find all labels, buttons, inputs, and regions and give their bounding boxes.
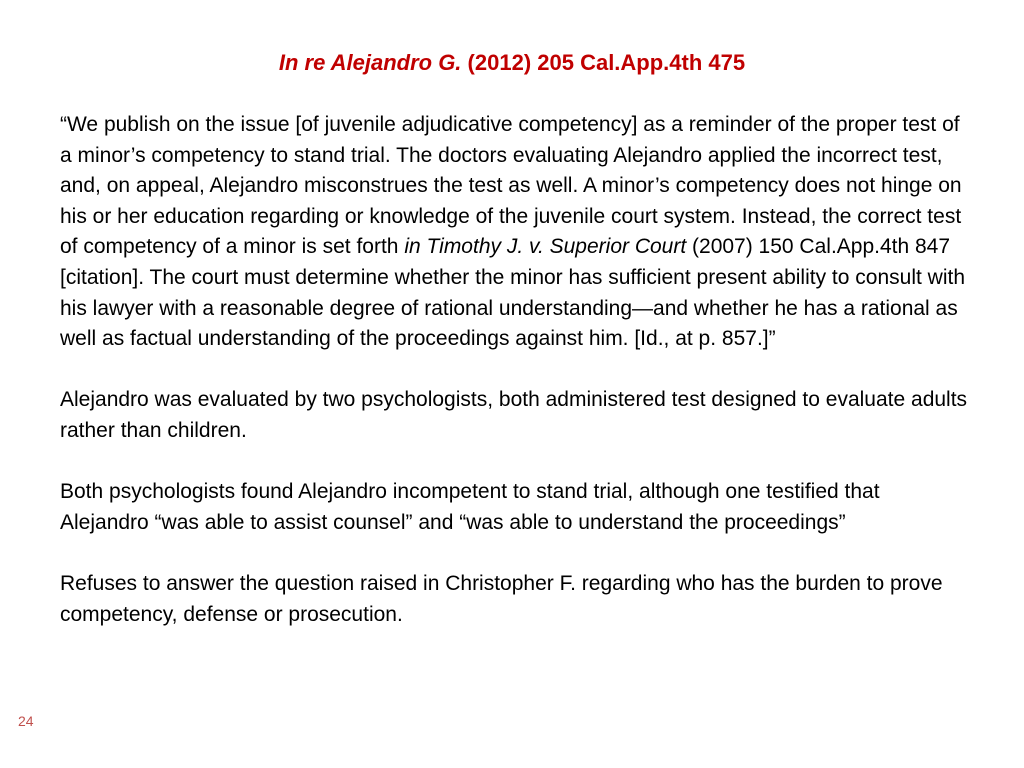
slide-title (0, 48, 1024, 78)
case-citation: (2012) 205 Cal.App.4th 475 (467, 50, 746, 75)
page-number: 24 (18, 713, 34, 729)
evaluation-paragraph: Alejandro was evaluated by two psychologists, both administered test designed to evaluate adults rather than children. (60, 388, 968, 442)
case-name: In re Alejandro G. (278, 50, 462, 75)
burden-paragraph: Refuses to answer the question raised in Christopher F. regarding who has the burden to prove competency, defense or prosecution. (60, 571, 943, 626)
quote-case-reference: in Timothy J. v. Superior Court (404, 235, 687, 259)
quote-text-part1: “We publish on the issue [of juvenile adjudicative competency] as a reminder of the proper test of a minor’s competency to stand trial. The doctors evaluating Alejandro applied the incorrect test, and, on appeal, Alejandro misconstrues the test as well. A minor’s competency does not hinge on his or her education regarding or knowledge of the juvenile court system. Instead, the correct test of competency of a minor is set forth (60, 113, 962, 259)
quote-text-part2: (2007) 150 Cal.App.4th 847 [citation]. The court must determine whether the minor has sufficient present ability to consult with his lawyer with a reasonable degree of rational understanding—and whether he has a rational as well as factual understanding of the proceedings against him. [Id., at p. 857.]” (60, 235, 965, 351)
slide-body (60, 110, 970, 630)
findings-paragraph: Both psychologists found Alejandro incompetent to stand trial, although one testified that Alejandro “was able to assist counsel” and “was able to understand the proceedings” (60, 480, 880, 534)
quote-paragraph (60, 110, 970, 355)
